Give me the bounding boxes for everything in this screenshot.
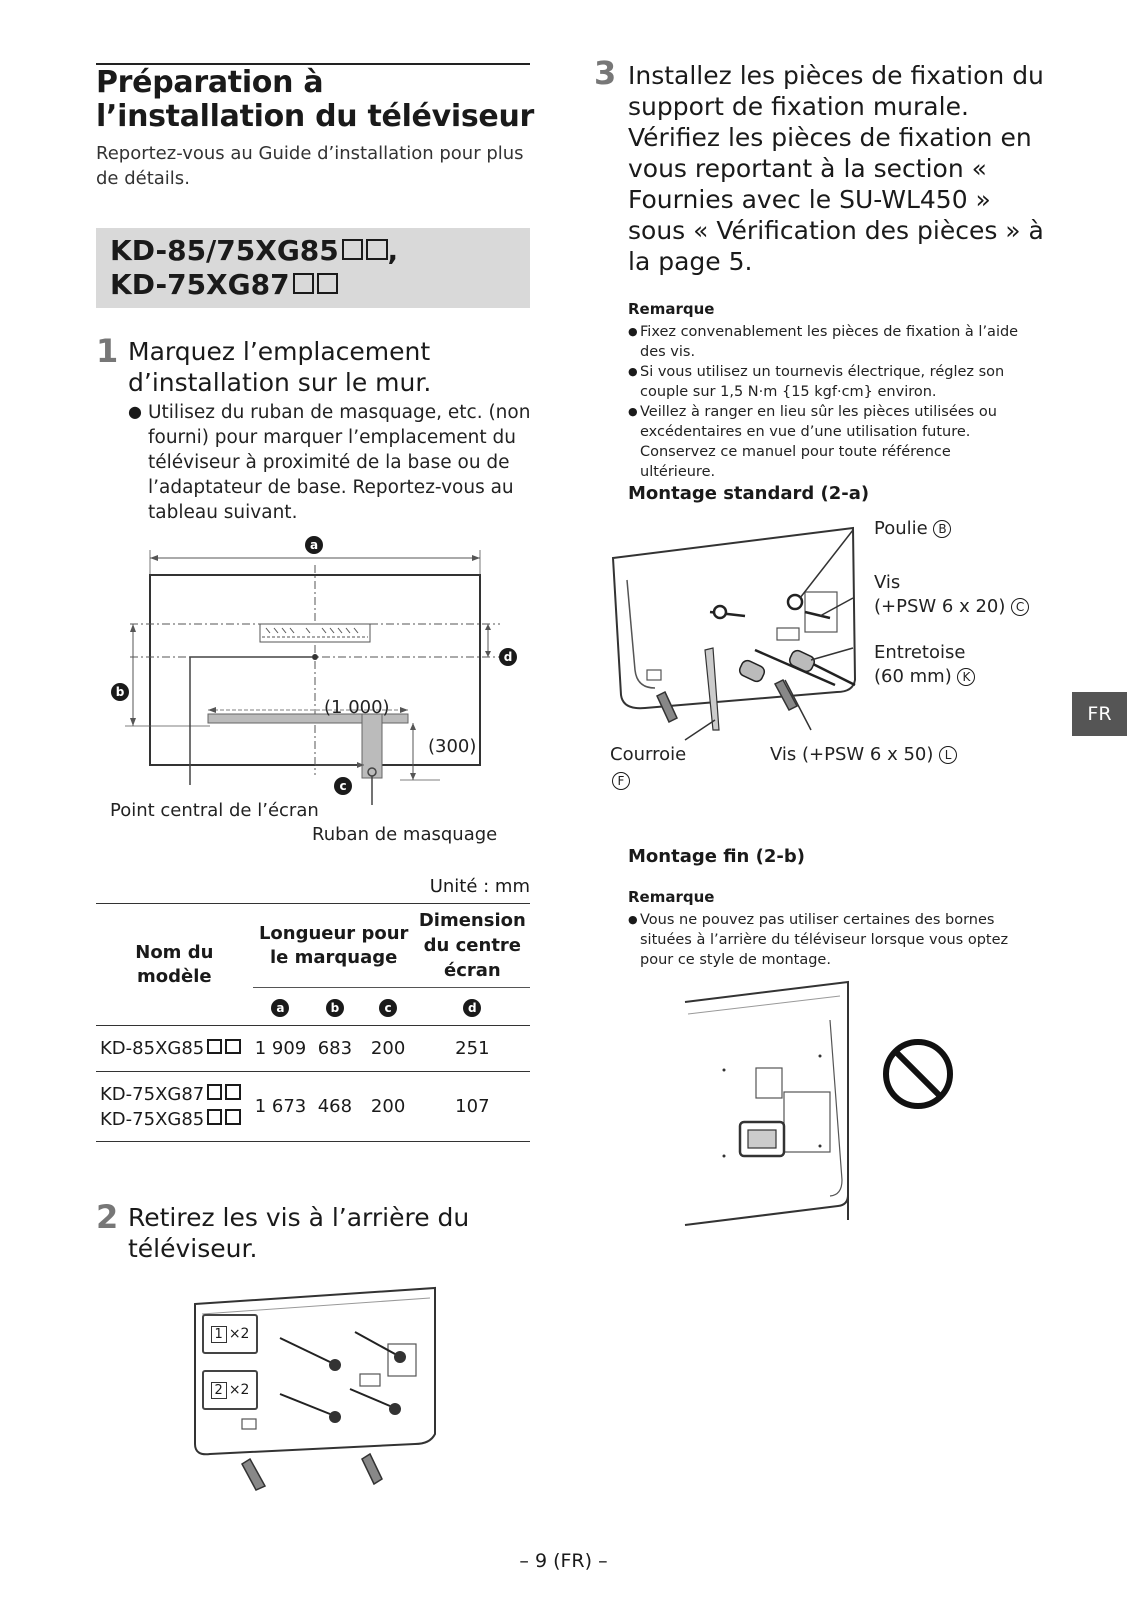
step-3-number: 3	[594, 54, 617, 92]
note-1-item-3: Veillez à ranger en lieu sûr les pièces utilisées ou excédentaires en vue d’une utilisation future. Conservez ce manuel pour toute référence ultérieure.	[640, 404, 997, 480]
table-marker-d: d	[463, 999, 481, 1017]
note-2-item: Vous ne pouvez pas utiliser certaines des bornes situées à l’arrière du téléviseur lorsque vous optez pour ce style de montage.	[640, 912, 1009, 968]
callout-1	[202, 1314, 258, 1354]
row-2-a: 1 673	[254, 1096, 307, 1117]
page-subtitle: Reportez-vous au Guide d’installation pour plus de détails.	[96, 143, 524, 189]
table-row	[96, 1072, 530, 1142]
row-1-c: 200	[370, 1038, 406, 1059]
label-poulie	[874, 518, 951, 539]
step-1-bullet: Utilisez du ruban de masquage, etc. (non fourni) pour marquer l’emplacement du téléviseur à proximité de la base ou de l’adaptateur de base. Reportez-vous au tableau suivant.	[148, 402, 531, 523]
placeholder-box-icon	[225, 1039, 240, 1054]
table-row	[96, 1026, 530, 1072]
label-courroie: Courroie	[610, 744, 687, 765]
label-vis-50	[770, 744, 957, 765]
mark-l: L	[939, 746, 957, 764]
table-marker-a: a	[271, 999, 289, 1017]
label-masking-tape: Ruban de masquage	[312, 824, 498, 845]
label-poulie-text: Poulie	[874, 518, 928, 539]
col-length-header: Longueur pour le marquage	[253, 904, 415, 988]
unit-label: Unité : mm	[429, 876, 530, 897]
label-entretoise-spec-text: (60 mm)	[874, 666, 952, 687]
note-1-item-2: Si vous utilisez un tournevis électrique, réglez son couple sur 1,5 N·m {15 kgf·cm} environ.	[640, 364, 1005, 400]
label-center-point: Point central de l’écran	[110, 800, 319, 821]
step-1-number: 1	[96, 332, 119, 370]
standard-mount-title: Montage standard (2-a)	[628, 483, 870, 504]
model-line-1: KD-85/75XG85	[110, 234, 339, 267]
col-dimension-header: Dimension du centre écran	[415, 904, 530, 988]
page-footer: – 9 (FR) –	[519, 1550, 608, 1572]
placeholder-box-icon	[225, 1084, 240, 1099]
row-1-d: 251	[455, 1038, 490, 1059]
model-line-2: KD-75XG87	[110, 268, 290, 301]
placeholder-box-icon	[317, 273, 338, 294]
row-2-model-2: KD-75XG85	[100, 1108, 205, 1130]
callout-2-qty: ×2	[228, 1382, 250, 1398]
step-2-number: 2	[96, 1198, 119, 1236]
marker-d: d	[499, 648, 517, 666]
placeholder-box-icon	[225, 1109, 240, 1124]
col-model-header: Nom du modèle	[96, 904, 253, 1026]
note-1-item-1: Fixez convenablement les pièces de fixation à l’aide des vis.	[640, 324, 1019, 360]
placeholder-box-icon	[207, 1109, 222, 1124]
spec-table	[96, 903, 530, 1142]
fin-mount-diagram	[680, 980, 960, 1230]
label-vis-50-text: Vis (+PSW 6 x 50)	[770, 744, 934, 765]
step-2-title: Retirez les vis à l’arrière du téléviseur.	[128, 1203, 470, 1263]
standard-mount-diagram	[605, 520, 885, 750]
marker-c: c	[334, 777, 352, 795]
label-courroie-mark	[612, 771, 630, 790]
step-1-title: Marquez l’emplacement d’installation sur le mur.	[128, 337, 432, 397]
note-2-title: Remarque	[628, 888, 715, 906]
table-marker-c: c	[379, 999, 397, 1017]
callout-2-number: 2	[211, 1382, 227, 1399]
list-item: ● Si vous utilisez un tournevis électrique, réglez son couple sur 1,5 N·m {15 kgf·cm} environ.	[628, 362, 1028, 402]
note-2-list	[628, 910, 1028, 970]
dim-300: (300)	[428, 736, 477, 757]
note-1-list	[628, 322, 1028, 482]
list-item: ● Veillez à ranger en lieu sûr les pièces utilisées ou excédentaires en vue d’une utilisation future. Conservez ce manuel pour toute référence ultérieure.	[628, 402, 1028, 482]
bullet-icon: ●	[128, 402, 142, 421]
row-2-model-1: KD-75XG87	[100, 1083, 205, 1105]
label-vis-spec-text: (+PSW 6 x 20)	[874, 596, 1006, 617]
mark-k: K	[957, 668, 975, 686]
callout-1-qty: ×2	[228, 1326, 250, 1342]
placeholder-box-icon	[366, 239, 387, 260]
row-1-b: 683	[317, 1038, 353, 1059]
label-entretoise-spec	[874, 666, 975, 687]
row-2-b: 468	[317, 1096, 353, 1117]
note-1-title: Remarque	[628, 300, 715, 318]
model-heading	[110, 234, 398, 302]
label-vis-spec	[874, 596, 1029, 617]
step-3-title: Installez les pièces de fixation du support de fixation murale. Vérifiez les pièces de fixation en vous reportant à la section « Fournies avec le SU-WL450 » sous « Vérification des pièces » à la page 5.	[628, 61, 1044, 276]
row-1-a: 1 909	[254, 1038, 307, 1059]
placeholder-box-icon	[342, 239, 363, 260]
table-marker-b: b	[326, 999, 344, 1017]
callout-2	[202, 1370, 258, 1410]
dim-1000: (1 000)	[324, 697, 390, 718]
mark-b: B	[933, 520, 951, 538]
label-entretoise: Entretoise	[874, 642, 966, 663]
fin-mount-title: Montage fin (2-b)	[628, 846, 805, 867]
bullet-icon: ●	[628, 913, 638, 926]
language-tab: FR	[1072, 692, 1127, 736]
placeholder-box-icon	[293, 273, 314, 294]
list-item: ● Fixez convenablement les pièces de fixation à l’aide des vis.	[628, 322, 1028, 362]
model-line-1-suffix: ,	[387, 234, 399, 267]
placeholder-box-icon	[207, 1084, 222, 1099]
row-2-d: 107	[455, 1096, 490, 1117]
page-title: Préparation à l’installation du téléviseur	[96, 65, 534, 134]
placeholder-box-icon	[207, 1039, 222, 1054]
mark-c: C	[1011, 598, 1029, 616]
marker-b: b	[111, 683, 129, 701]
row-1-model: KD-85XG85	[100, 1038, 205, 1059]
row-2-c: 200	[370, 1096, 406, 1117]
mark-f: F	[612, 772, 630, 790]
label-vis: Vis	[874, 572, 901, 593]
callout-1-number: 1	[211, 1326, 227, 1343]
marker-a: a	[305, 536, 323, 554]
